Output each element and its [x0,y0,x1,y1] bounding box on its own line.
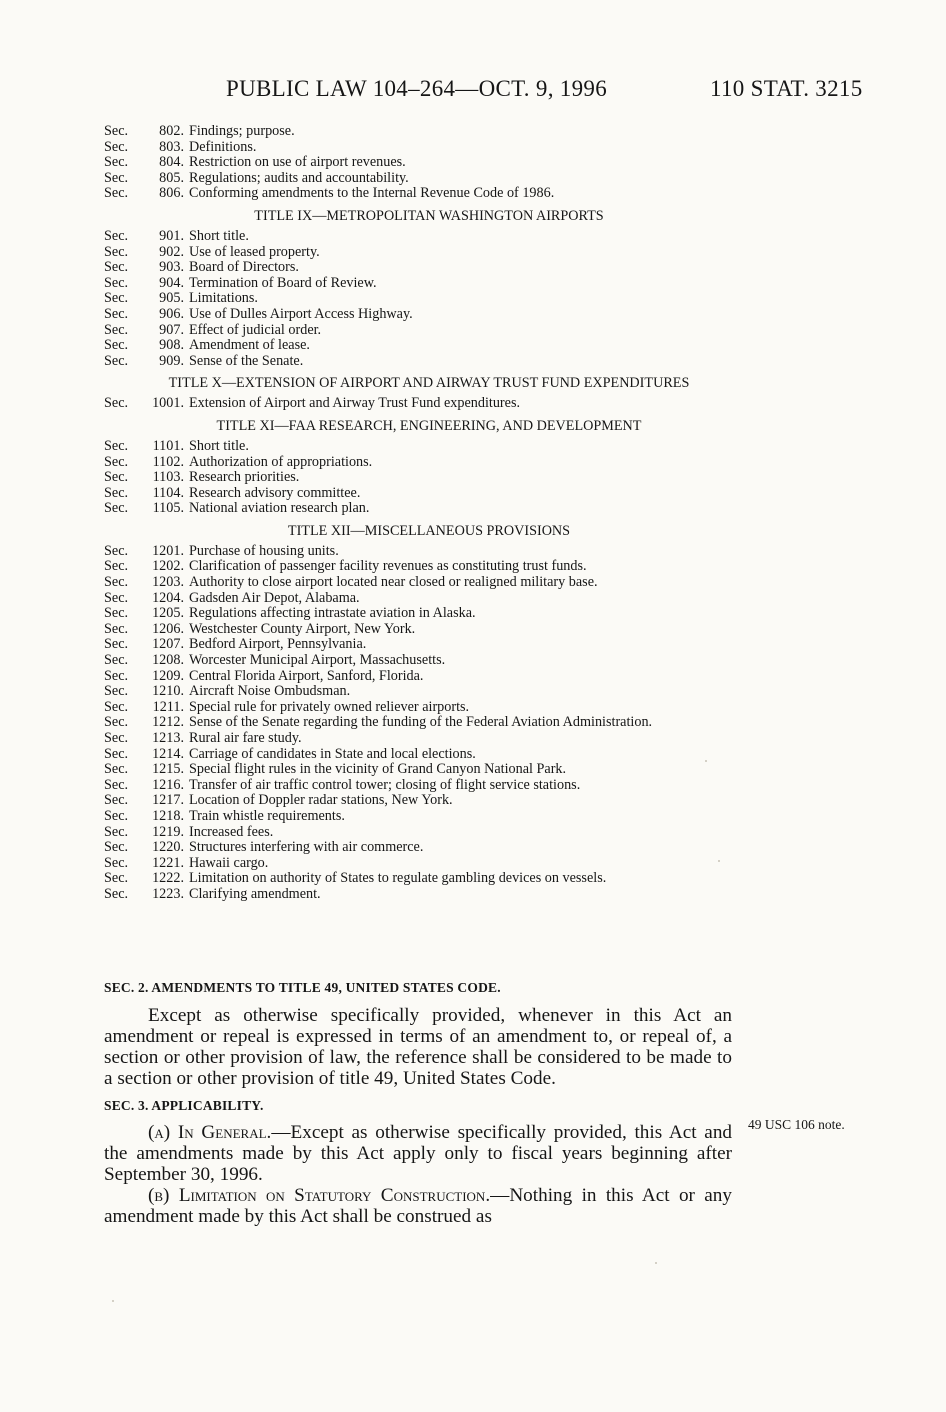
toc-sec-label: Sec. [104,259,129,276]
sec3-b-label: (b) Limitation on Statutory Construction.— [148,1185,510,1206]
toc-sec-label: Sec. [104,761,129,778]
toc-section-entry [104,171,734,187]
toc-title-heading: TITLE XII—MISCELLANEOUS PROVISIONS [287,522,571,539]
toc-sec-text: Sense of the Senate regarding the funding of the Federal Aviation Administration. [189,714,653,731]
toc-sec-label: Sec. [104,453,129,470]
toc-sec-text: Research advisory committee. [189,484,361,501]
toc-sec-text: Gadsden Air Depot, Alabama. [189,589,360,606]
toc-sec-text: Authorization of appropriations. [189,453,373,470]
toc-sec-label: Sec. [104,290,129,307]
toc-sec-number: 803. [159,138,184,155]
toc-section-entry [104,700,734,716]
toc-sec-label: Sec. [104,839,129,856]
toc-sec-label: Sec. [104,730,129,746]
toc-sec-label: Sec. [104,574,129,591]
toc-sec-label: Sec. [104,636,129,653]
toc-sec-text: Central Florida Airport, Sanford, Florida. [189,667,424,684]
toc-sec-number: 902. [159,243,184,260]
toc-sec-number: 1218. [152,807,184,824]
toc-sec-number: 1103. [152,469,184,486]
toc-section-entry [104,338,734,354]
toc-sec-number: 1211. [152,698,184,715]
toc-sec-text: Definitions. [189,138,257,155]
toc-sec-label: Sec. [104,558,129,575]
toc-sec-label: Sec. [104,395,129,412]
sec3-subsection-a [104,1122,732,1185]
toc-sec-text: Use of leased property. [189,243,320,260]
toc-sec-number: 1221. [152,854,184,871]
toc-sec-text: Authority to close airport located near closed or realigned military base. [189,574,598,591]
toc-section-entry [104,840,734,856]
toc-section-entry [104,871,734,887]
toc-sec-number: 903. [159,259,184,276]
toc-sec-text: Extension of Airport and Airway Trust Fund expenditures. [189,395,521,412]
toc-section-entry [104,637,734,653]
toc-section-entry [104,653,734,669]
sec2-heading: SEC. 2. AMENDMENTS TO TITLE 49, UNITED STATES CODE. [104,980,501,995]
toc-sec-label: Sec. [104,885,129,902]
toc-sec-text: Clarification of passenger facility revenues as constituting trust funds. [189,558,587,575]
toc-sec-text: Train whistle requirements. [189,807,345,824]
toc-sec-number: 1222. [152,870,184,887]
toc-sec-number: 909. [159,352,184,369]
toc-sec-text: Limitation on authority of States to regulate gambling devices on vessels. [189,870,607,887]
toc-sec-text: Short title. [189,227,249,244]
table-of-contents [104,124,734,903]
toc-sec-number: 1205. [152,605,184,622]
toc-section-entry [104,622,734,638]
toc-section-entry [104,809,734,825]
toc-section-entry [104,591,734,607]
toc-sec-text: Location of Doppler radar stations, New York. [189,792,453,809]
toc-sec-number: 1201. [152,542,184,559]
toc-sec-number: 1001. [152,395,184,412]
toc-sec-label: Sec. [104,667,129,684]
toc-sec-label: Sec. [104,169,129,186]
toc-sec-label: Sec. [104,138,129,155]
toc-sec-text: Amendment of lease. [189,337,310,354]
toc-section-entry [104,486,734,502]
toc-section-entry [104,825,734,841]
toc-sec-number: 1223. [152,885,184,902]
toc-sec-label: Sec. [104,792,129,809]
toc-sec-text: Carriage of candidates in State and local elections. [189,745,476,762]
scan-speck [705,760,707,762]
toc-sec-text: Conforming amendments to the Internal Revenue Code of 1986. [189,185,555,202]
toc-sec-number: 1214. [152,745,184,762]
toc-sec-label: Sec. [104,154,129,171]
toc-sec-label: Sec. [104,227,129,244]
toc-section-entry [104,260,734,276]
toc-section-entry [104,762,734,778]
toc-sec-text: National aviation research plan. [189,500,370,517]
toc-sec-label: Sec. [104,683,129,700]
sec3-a-label: (a) In General.— [148,1122,291,1143]
toc-sec-label: Sec. [104,854,129,871]
toc-sec-text: Rural air fare study. [189,730,302,746]
toc-sec-text: Increased fees. [189,823,274,840]
toc-sec-text: Purchase of housing units. [189,542,339,559]
toc-title-heading: TITLE IX—METROPOLITAN WASHINGTON AIRPORTS [254,207,604,224]
toc-section-entry [104,323,734,339]
scan-speck [655,1262,657,1264]
scan-speck [718,860,720,862]
toc-sec-number: 1215. [152,761,184,778]
toc-section-entry [104,470,734,486]
toc-section-entry [104,291,734,307]
toc-sec-text: Effect of judicial order. [189,321,322,338]
toc-section-entry [104,778,734,794]
toc-sec-number: 1206. [152,620,184,637]
toc-section-entry [104,856,734,872]
toc-sec-text: Research priorities. [189,469,300,486]
sec2-text: Except as otherwise specifically provided, whenever in this Act an amendment or repeal is expressed in terms of an amendment to, or repeal of, a section or other provision of law, the reference shall be considered to be made to a section or other provision of title 49, United States Code. [104,1005,732,1089]
toc-sec-number: 1210. [152,683,184,700]
toc-section-entry [104,669,734,685]
running-header-stat-page: 110 STAT. 3215 [710,76,863,101]
toc-section-entry [104,245,734,261]
toc-sec-text: Use of Dulles Airport Access Highway. [189,305,413,322]
toc-section-entry [104,455,734,471]
toc-sec-label: Sec. [104,484,129,501]
toc-section-entry [104,606,734,622]
toc-sec-number: 901. [159,227,184,244]
toc-section-entry [104,155,734,171]
toc-sec-text: Limitations. [189,290,258,307]
toc-sec-label: Sec. [104,714,129,731]
toc-sec-label: Sec. [104,807,129,824]
toc-sec-label: Sec. [104,620,129,637]
toc-sec-number: 1213. [152,730,184,746]
toc-sec-label: Sec. [104,589,129,606]
sec3-subsection-b [104,1185,732,1227]
toc-sec-label: Sec. [104,542,129,559]
toc-section-entry [104,715,734,731]
toc-sec-number: 1101. [152,437,184,454]
toc-section-entry [104,544,734,560]
toc-sec-text: Westchester County Airport, New York. [189,620,416,637]
toc-section-entry [104,186,734,202]
toc-sec-label: Sec. [104,243,129,260]
toc-sec-label: Sec. [104,500,129,517]
sec3-b-text: Nothing in this Act or any amendment made by this Act shall be construed as [104,1185,732,1227]
toc-sec-text: Special rule for privately owned reliever airports. [189,698,470,715]
toc-sec-label: Sec. [104,652,129,669]
toc-section-entry [104,684,734,700]
toc-sec-label: Sec. [104,745,129,762]
toc-sec-label: Sec. [104,698,129,715]
toc-sec-number: 907. [159,321,184,338]
toc-sec-text: Board of Directors. [189,259,299,276]
running-header-title: PUBLIC LAW 104–264—OCT. 9, 1996 [226,76,607,101]
toc-sec-label: Sec. [104,823,129,840]
toc-sec-label: Sec. [104,305,129,322]
toc-sec-label: Sec. [104,776,129,793]
toc-section-entry [104,559,734,575]
toc-sec-text: Structures interfering with air commerce. [189,839,424,856]
toc-sec-label: Sec. [104,605,129,622]
toc-sec-number: 904. [159,274,184,291]
toc-sec-text: Worcester Municipal Airport, Massachusetts. [189,652,446,669]
toc-section-entry [104,276,734,292]
toc-sec-number: 906. [159,305,184,322]
toc-section-entry [104,793,734,809]
toc-section-entry [104,747,734,763]
toc-sec-label: Sec. [104,274,129,291]
toc-sec-number: 1207. [152,636,184,653]
toc-sec-number: 908. [159,337,184,354]
toc-sec-number: 1217. [152,792,184,809]
toc-section-entry [104,307,734,323]
toc-sec-label: Sec. [104,469,129,486]
toc-section-entry [104,396,734,412]
toc-title-heading: TITLE XI—FAA RESEARCH, ENGINEERING, AND DEVELOPMENT [216,417,642,434]
toc-sec-text: Aircraft Noise Ombudsman. [189,683,351,700]
toc-sec-number: 1219. [152,823,184,840]
toc-sec-label: Sec. [104,123,129,139]
toc-sec-number: 1105. [152,500,184,517]
toc-section-entry [104,887,734,903]
scan-speck [112,1300,114,1302]
toc-sec-label: Sec. [104,185,129,202]
toc-sec-number: 1202. [152,558,184,575]
toc-sec-label: Sec. [104,870,129,887]
toc-sec-number: 1212. [152,714,184,731]
toc-section-entry [104,575,734,591]
toc-sec-text: Special flight rules in the vicinity of Grand Canyon National Park. [189,761,567,778]
toc-section-entry [104,229,734,245]
toc-sec-label: Sec. [104,337,129,354]
toc-section-entry [104,439,734,455]
toc-sec-number: 1203. [152,574,184,591]
toc-sec-number: 802. [159,123,184,139]
toc-sec-number: 1208. [152,652,184,669]
toc-sec-number: 806. [159,185,184,202]
sec3-a-text: Except as otherwise specifically provided, this Act and the amendments made by this Act apply only to fiscal years beginning after September 30, 1996. [104,1122,733,1185]
toc-sec-label: Sec. [104,352,129,369]
toc-sec-text: Findings; purpose. [189,123,295,139]
toc-sec-text: Clarifying amendment. [189,885,321,902]
body-sections [104,980,732,1227]
toc-sec-text: Termination of Board of Review. [189,274,377,291]
toc-title-heading: TITLE X—EXTENSION OF AIRPORT AND AIRWAY TRUST FUND EXPENDITURES [168,375,690,392]
toc-sec-text: Regulations; audits and accountability. [189,169,409,186]
toc-sec-text: Sense of the Senate. [189,352,304,369]
toc-sec-text: Restriction on use of airport revenues. [189,154,406,171]
toc-sec-number: 1104. [152,484,184,501]
toc-sec-number: 1102. [152,453,184,470]
toc-sec-number: 804. [159,154,184,171]
toc-sec-text: Short title. [189,437,249,454]
toc-sec-number: 1204. [152,589,184,606]
toc-section-entry [104,731,734,747]
toc-section-entry [104,354,734,370]
toc-sec-number: 905. [159,290,184,307]
toc-sec-text: Transfer of air traffic control tower; closing of flight service stations. [189,776,581,793]
toc-sec-text: Regulations affecting intrastate aviation in Alaska. [189,605,476,622]
toc-section-entry [104,124,734,140]
sec3-heading: SEC. 3. APPLICABILITY. [104,1098,264,1113]
toc-sec-label: Sec. [104,321,129,338]
toc-sec-number: 1209. [152,667,184,684]
toc-sec-text: Bedford Airport, Pennsylvania. [189,636,367,653]
toc-sec-number: 805. [159,169,184,186]
toc-sec-number: 1216. [152,776,184,793]
toc-sec-text: Hawaii cargo. [189,854,269,871]
margin-note: 49 USC 106 note. [748,1117,845,1132]
toc-section-entry [104,140,734,156]
toc-sec-label: Sec. [104,437,129,454]
toc-sec-number: 1220. [152,839,184,856]
toc-section-entry [104,501,734,517]
